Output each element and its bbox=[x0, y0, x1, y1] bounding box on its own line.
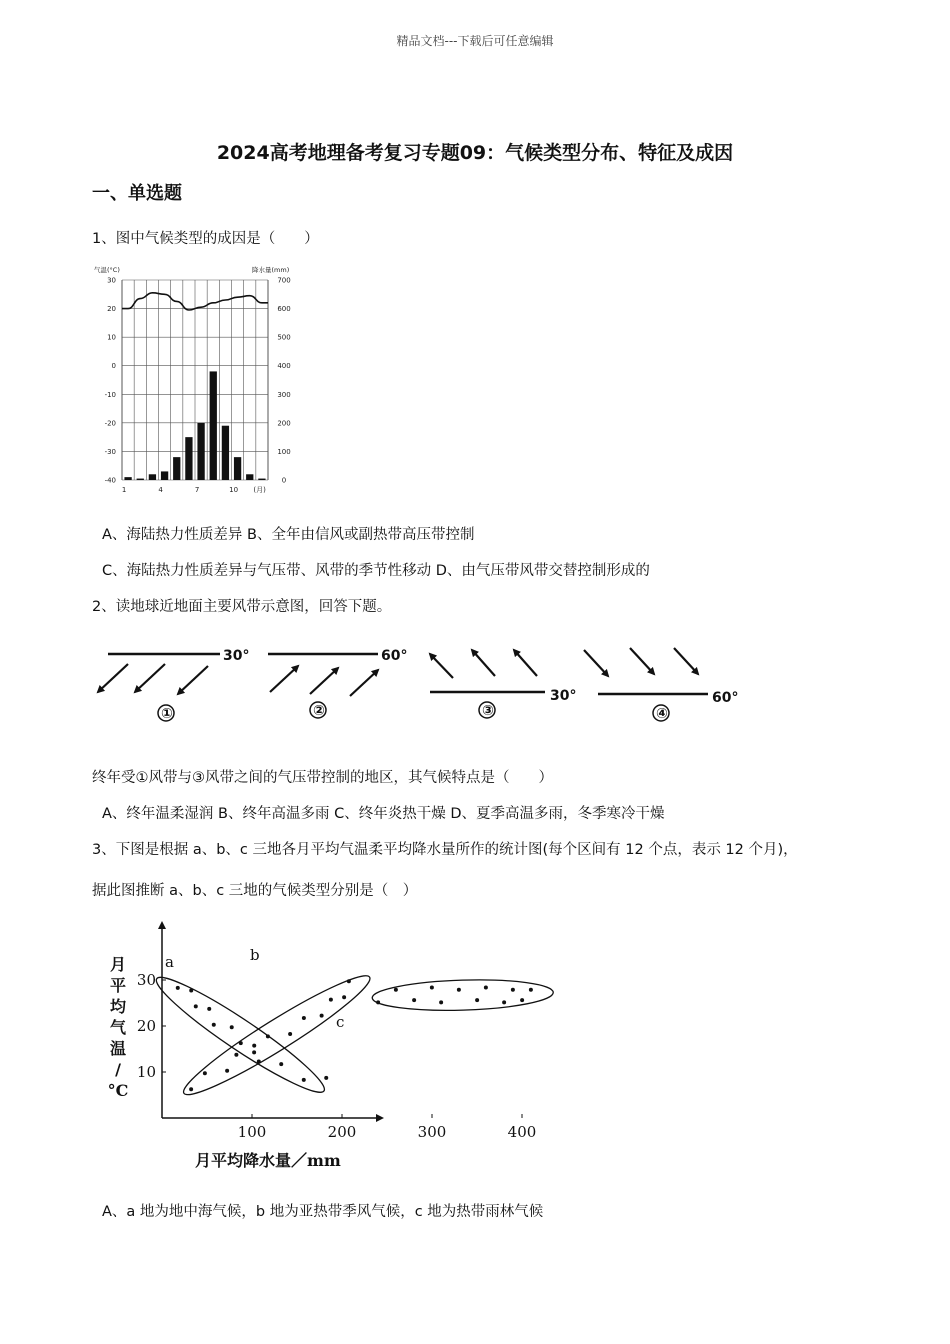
precip-tick-label: 100 bbox=[277, 447, 291, 456]
precip-tick-label: 600 bbox=[277, 305, 291, 314]
point-c bbox=[520, 998, 524, 1002]
point-b bbox=[302, 1016, 306, 1020]
section-heading: 一、单选题 bbox=[92, 183, 182, 204]
point-b bbox=[347, 979, 351, 983]
q2-options: A、终年温柔湿润 B、终年高温多雨 C、终年炎热干燥 D、夏季高温多雨，冬季寒冷干燥 bbox=[102, 806, 665, 822]
precipitation-bar bbox=[124, 477, 131, 480]
belt-number-1: ① bbox=[161, 706, 173, 722]
y-label-char: / bbox=[115, 1060, 121, 1079]
q2-stem: 2、读地球近地面主要风带示意图，回答下题。 bbox=[92, 599, 392, 615]
point-b bbox=[189, 1087, 193, 1091]
precipitation-bar bbox=[137, 479, 144, 480]
latitude-label-30-south: 30° bbox=[550, 688, 577, 704]
temp-tick-label: 10 bbox=[107, 333, 116, 342]
precip-tick-label: 500 bbox=[277, 333, 291, 342]
precipitation-bar bbox=[185, 437, 192, 480]
scatter-y-label bbox=[108, 955, 129, 1100]
temp-tick-label: -10 bbox=[104, 390, 116, 399]
y-tick-label: 30 bbox=[136, 971, 156, 989]
scatter-points bbox=[176, 979, 533, 1091]
point-a bbox=[212, 1023, 216, 1027]
point-a bbox=[176, 986, 180, 990]
month-tick-label: 10 bbox=[229, 486, 239, 494]
temp-tick-label: 0 bbox=[111, 362, 116, 371]
precipitation-bar bbox=[222, 426, 229, 480]
precip-tick-label: 200 bbox=[277, 419, 291, 428]
scatter-axes bbox=[137, 925, 536, 1141]
x-tick-label: 200 bbox=[327, 1123, 357, 1141]
point-b bbox=[203, 1071, 207, 1075]
temp-tick-label: 20 bbox=[107, 305, 116, 314]
belt-number-2: ② bbox=[313, 703, 325, 719]
belt-number-4: ④ bbox=[656, 706, 668, 722]
wind-belt-4 bbox=[584, 648, 738, 722]
precipitation-bar bbox=[246, 474, 253, 480]
precipitation-bar bbox=[258, 479, 265, 480]
y-label-char: 气 bbox=[109, 1018, 127, 1037]
y-label-char: 月 bbox=[109, 955, 127, 974]
wind-belt-2 bbox=[268, 648, 407, 719]
month-tick-label: 1 bbox=[121, 486, 127, 494]
precip-tick-label: 300 bbox=[277, 390, 291, 399]
wind-belt-1 bbox=[98, 648, 249, 722]
point-b bbox=[288, 1032, 292, 1036]
q1-options-ab: A、海陆热力性质差异 B、全年由信风或副热带高压带控制 bbox=[102, 527, 475, 543]
temp-axis-label: 气温(°C) bbox=[94, 266, 120, 274]
group-ellipse-c bbox=[372, 977, 554, 1012]
point-a bbox=[230, 1025, 234, 1029]
belt-number-3: ③ bbox=[482, 703, 494, 719]
precip-axis-label: 降水量(mm) bbox=[252, 266, 290, 274]
point-c bbox=[475, 998, 479, 1002]
y-tick-label: 10 bbox=[136, 1063, 156, 1081]
document-title: 2024高考地理备考复习专题09：气候类型分布、特征及成因 bbox=[216, 142, 734, 164]
point-c bbox=[376, 1000, 380, 1004]
y-label-char: 温 bbox=[109, 1039, 127, 1058]
point-a bbox=[207, 1007, 211, 1011]
y-label-char: 均 bbox=[109, 997, 127, 1016]
x-tick-label: 400 bbox=[507, 1123, 537, 1141]
temp-tick-label: -20 bbox=[104, 419, 116, 428]
point-a bbox=[302, 1078, 306, 1082]
q3-stem-line-1: 3、下图是根据 a、b、c 三地各月平均气温柔平均降水量所作的统计图(每个区间有 12 个点，表示 12 个月)， bbox=[92, 842, 798, 858]
point-c bbox=[412, 998, 416, 1002]
point-c bbox=[430, 986, 434, 990]
temp-tick-label: 30 bbox=[107, 276, 116, 285]
q2-question: 终年受①风带与③风带之间的气压带控制的地区，其气候特点是（ ） bbox=[92, 770, 553, 786]
point-a bbox=[239, 1041, 243, 1045]
latitude-label-60-north: 60° bbox=[381, 648, 408, 664]
y-label-char: °C bbox=[107, 1081, 129, 1100]
point-c bbox=[529, 988, 533, 992]
point-b bbox=[342, 995, 346, 999]
point-c bbox=[394, 988, 398, 992]
point-c bbox=[502, 1000, 506, 1004]
q1-stem: 1、图中气候类型的成因是（ ） bbox=[92, 231, 319, 247]
point-a bbox=[189, 988, 193, 992]
header-note: 精品文档---下载后可任意编辑 bbox=[396, 34, 554, 48]
point-b bbox=[329, 998, 333, 1002]
scatter-chart bbox=[100, 915, 537, 1175]
point-a bbox=[252, 1044, 256, 1048]
point-c bbox=[439, 1000, 443, 1004]
precip-tick-label: 0 bbox=[281, 476, 287, 485]
latitude-label-30-north: 30° bbox=[223, 648, 250, 664]
month-unit-label: (月) bbox=[253, 486, 266, 494]
precipitation-bar bbox=[173, 457, 180, 480]
precip-tick-label: 700 bbox=[277, 276, 291, 285]
x-tick-label: 100 bbox=[237, 1123, 267, 1141]
q3-stem-line-2: 据此图推断 a、b、c 三地的气候类型分别是（ ） bbox=[92, 883, 418, 899]
point-c bbox=[484, 986, 488, 990]
temp-tick-label: -30 bbox=[104, 447, 116, 456]
q1-options-cd: C、海陆热力性质差异与气压带、风带的季节性移动 D、由气压带风带交替控制形成的 bbox=[102, 563, 650, 579]
precipitation-bar bbox=[234, 457, 241, 480]
group-label-b: b bbox=[250, 946, 260, 964]
group-ellipse-b bbox=[176, 964, 378, 1105]
wind-belt-diagram bbox=[90, 632, 750, 732]
precip-tick-label: 400 bbox=[277, 362, 291, 371]
scatter-x-label: 月平均降水量／mm bbox=[195, 1151, 341, 1170]
wind-belt-3 bbox=[430, 650, 576, 719]
point-b bbox=[266, 1034, 270, 1038]
point-a bbox=[194, 1004, 198, 1008]
q3-option-a: A、a 地为地中海气候，b 地为亚热带季风气候，c 地为热带雨林气候 bbox=[102, 1204, 544, 1220]
precipitation-bar bbox=[161, 471, 168, 480]
precipitation-bar bbox=[197, 423, 204, 480]
y-label-char: 平 bbox=[109, 976, 127, 995]
point-b bbox=[252, 1050, 256, 1054]
x-tick-label: 300 bbox=[417, 1123, 447, 1141]
precipitation-bar bbox=[149, 474, 156, 480]
group-label-a: a bbox=[165, 953, 174, 971]
chart-grid bbox=[122, 280, 268, 480]
point-c bbox=[511, 988, 515, 992]
point-c bbox=[457, 988, 461, 992]
month-tick-label: 4 bbox=[158, 486, 163, 494]
group-ellipses bbox=[148, 946, 553, 1106]
point-b bbox=[225, 1069, 229, 1073]
point-a bbox=[257, 1060, 261, 1064]
temp-tick-label: -40 bbox=[104, 476, 116, 485]
y-tick-label: 20 bbox=[136, 1017, 156, 1035]
point-a bbox=[279, 1062, 283, 1066]
point-a bbox=[324, 1076, 328, 1080]
point-b bbox=[234, 1053, 238, 1057]
precipitation-bar bbox=[210, 371, 217, 480]
point-b bbox=[320, 1014, 324, 1018]
latitude-label-60-south: 60° bbox=[712, 690, 739, 706]
month-tick-label: 7 bbox=[194, 486, 200, 494]
climate-chart bbox=[90, 260, 305, 500]
group-label-c: c bbox=[336, 1013, 345, 1031]
